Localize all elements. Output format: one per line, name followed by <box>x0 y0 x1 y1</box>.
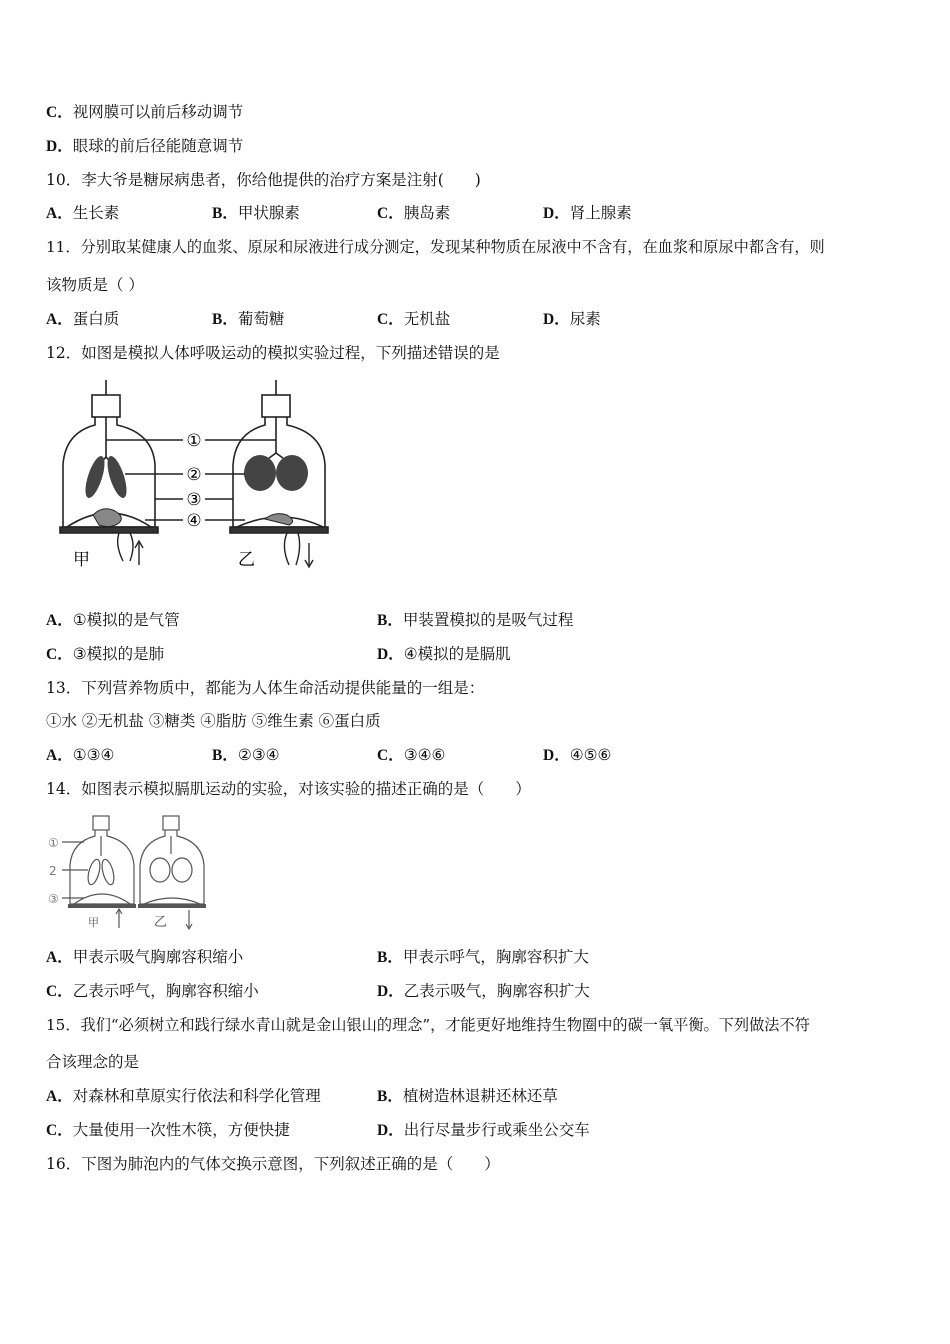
q11-option-d: D．尿素 <box>543 310 601 328</box>
q12-option-c: C．③模拟的是肺 <box>46 645 165 663</box>
q11-stem-line2: 该物质是（ ） <box>46 276 144 294</box>
small-marker-2: 2 <box>49 864 57 878</box>
small-marker-3: ③ <box>48 892 59 906</box>
q15-stem-line1: 15．我们“必须树立和践行绿水青山就是金山银山的理念”，才能更好地维持生物圈中的碳一氧平衡。下列做法不符 <box>46 1016 810 1034</box>
q14-stem: 14．如图表示模拟膈肌运动的实验，对该实验的描述正确的是（ ） <box>46 780 531 798</box>
q15-option-d: D．出行尽量步行或乘坐公交车 <box>377 1121 590 1139</box>
q10-option-c: C．胰岛素 <box>377 204 451 222</box>
marker-2: ② <box>186 465 202 485</box>
q13-stem: 13．下列营养物质中，都能为人体生命活动提供能量的一组是： <box>46 679 485 697</box>
label-jia: 甲 <box>73 550 90 570</box>
q15-option-a: A．对森林和草原实行依法和科学化管理 <box>46 1087 321 1105</box>
q14-figure-diaphragm-model <box>44 810 214 935</box>
q15-option-b: B．植树造林退耕还林还草 <box>377 1087 558 1105</box>
lung-left-small-icon <box>82 454 109 500</box>
q14-option-b: B．甲表示呼气，胸廓容积扩大 <box>377 948 589 966</box>
q10-option-a: A．生长素 <box>46 204 120 222</box>
q11-option-c: C．无机盐 <box>377 310 451 328</box>
hand-right-icon <box>265 514 293 525</box>
small-label-jia: 甲 <box>88 916 99 929</box>
stopper-right-icon <box>262 395 290 417</box>
q9-option-d: D．眼球的前后径能随意调节 <box>46 137 244 155</box>
lung-left-large-icon <box>244 455 276 491</box>
marker-3: ③ <box>186 490 202 510</box>
q12-stem: 12．如图是模拟人体呼吸运动的模拟实验过程，下列描述错误的是 <box>46 344 500 362</box>
q13-option-b: B．②③④ <box>212 746 280 764</box>
q9-option-c: C．视网膜可以前后移动调节 <box>46 103 244 121</box>
q10-option-d: D．肾上腺素 <box>543 204 632 222</box>
q13-option-c: C．③④⑥ <box>377 746 446 764</box>
q10-option-b: B．甲状腺素 <box>212 204 300 222</box>
q10-stem: 10．李大爷是糖尿病患者，你给他提供的治疗方案是注射( ) <box>46 171 481 189</box>
q14-option-a: A．甲表示吸气胸廓容积缩小 <box>46 948 244 966</box>
label-yi: 乙 <box>238 550 255 570</box>
lung-right-large-icon <box>276 455 308 491</box>
marker-4: ④ <box>186 511 202 531</box>
q12-option-a: A．①模拟的是气管 <box>46 611 180 629</box>
marker-1: ① <box>186 431 202 451</box>
q11-option-a: A．蛋白质 <box>46 310 120 328</box>
lung-right-small-icon <box>104 454 131 500</box>
small-label-yi: 乙 <box>154 915 168 930</box>
q12-option-d: D．④模拟的是膈肌 <box>377 645 511 663</box>
q15-stem-line2: 合该理念的是 <box>46 1053 140 1071</box>
q12-figure-bell-jar-model <box>55 375 345 580</box>
q15-option-c: C．大量使用一次性木筷，方便快捷 <box>46 1121 290 1139</box>
small-marker-1: ① <box>48 836 59 850</box>
q12-option-b: B．甲装置模拟的是吸气过程 <box>377 611 574 629</box>
q13-option-d: D．④⑤⑥ <box>543 746 612 764</box>
hand-left-icon <box>93 509 121 527</box>
q14-option-d: D．乙表示吸气，胸廓容积扩大 <box>377 982 590 1000</box>
q14-option-c: C．乙表示呼气，胸廓容积缩小 <box>46 982 259 1000</box>
stopper-left-icon <box>92 395 120 417</box>
q11-option-b: B．葡萄糖 <box>212 310 285 328</box>
q13-items: ①水 ②无机盐 ③糖类 ④脂肪 ⑤维生素 ⑥蛋白质 <box>46 712 381 730</box>
q16-stem: 16．下图为肺泡内的气体交换示意图，下列叙述正确的是（ ） <box>46 1155 500 1173</box>
q11-stem-line1: 11．分别取某健康人的血浆、原尿和尿液进行成分测定，发现某种物质在尿液中不含有，在血浆和原尿中都含有，则 <box>46 238 825 256</box>
q13-option-a: A．①③④ <box>46 746 115 764</box>
